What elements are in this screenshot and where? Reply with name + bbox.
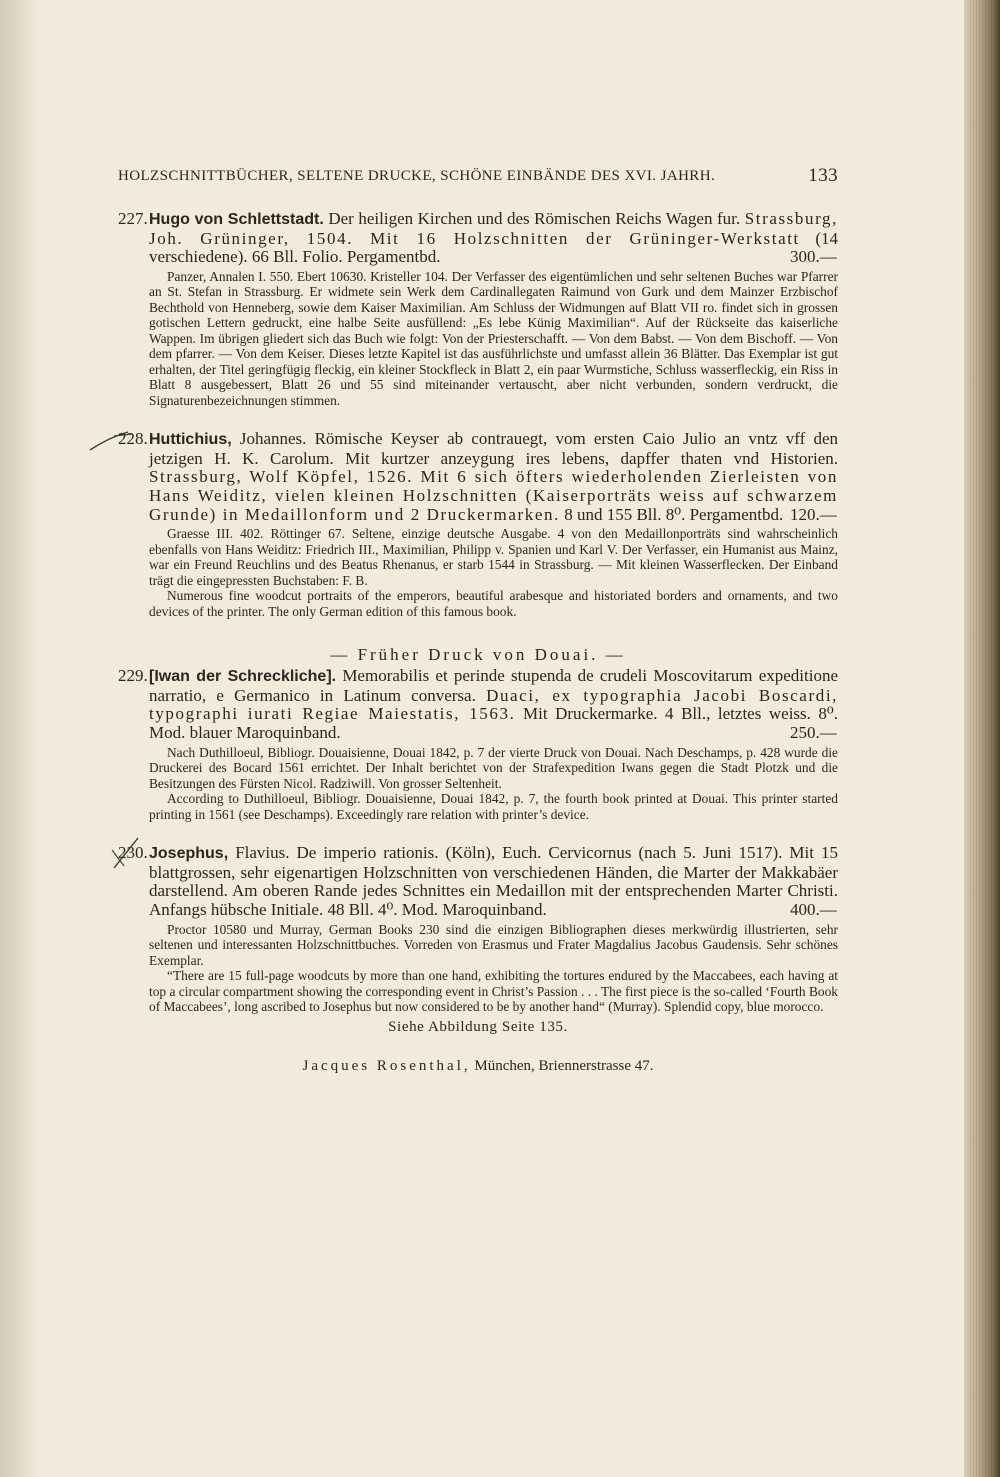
- entry-imprint: Am oberen Rande jedes Schnittes ein Medaillon mit der entsprechenden Marter Christi. Anfangs hübsche Initiale.: [149, 881, 838, 919]
- publisher-address: München, Briennerstrasse 47.: [474, 1057, 654, 1074]
- entry-title-text: Der heiligen Kirchen und des Römischen Reichs Wagen fur.: [328, 209, 741, 228]
- entry-author: Josephus,: [149, 845, 229, 863]
- entry-title: [118, 210, 838, 267]
- publisher-name: Jacques Rosenthal,: [302, 1057, 471, 1074]
- entry-price: 250.—: [790, 723, 837, 743]
- entry-price: 400.—: [790, 899, 837, 919]
- entry-number: 229.: [118, 666, 148, 686]
- entry-note-english: “There are 15 full-page woodcuts by more than one hand, exhibiting the tortures endured by the Maccabees, each having at top a circular compartment showing the corresponding event in Christ’s Passion . . . The first piece is the so-called ‘Fourth Book of Maccabees’, long ascribed to Josephus but now considered to be by another hand“ (Murray). Splendid copy, blue morocco.: [149, 968, 838, 1014]
- catalog-entry-229: [118, 667, 838, 822]
- entry-imprint: Strassburg, Wolf Köpfel, 1526. Mit 6 sich öfters wiederholenden Zierleisten von Hans Weiditz, vielen kleinen Holzschnitten (Kaiserporträts weiss auf schwarzem Grunde) in Medaillonform und 2 Druckermarken.: [149, 467, 838, 524]
- pencil-check-mark: [88, 424, 158, 454]
- entry-note-english: According to Duthilloeul, Bibliogr. Douaisienne, Douai 1842, p. 7, the fourth book printed at Douai. This printer started printing in 1561 (see Deschamps). Exceedingly rare relation with printer’s device.: [149, 791, 838, 822]
- page-edge-lines: [970, 0, 994, 1477]
- entry-number: 228.: [118, 429, 148, 449]
- entry-author: Hugo von Schlettstadt.: [149, 211, 324, 228]
- entry-note-german: Proctor 10580 und Murray, German Books 230 sind die einzigen Bibliographen dieses merkwürdig illustrierten, sehr seltenen und interessanten Holzschnittbuches. Vorreden von Erasmus und Frater Magdalius Jacobus Gaudensis. Sehr schönes Exemplar.: [149, 921, 838, 968]
- section-heading: — Früher Druck von Douai. —: [330, 645, 626, 665]
- running-head: [118, 165, 838, 192]
- page-content: [118, 165, 839, 1075]
- page-number: 133: [808, 165, 838, 186]
- publisher-footer: [118, 1058, 838, 1075]
- entry-number: 230.: [118, 843, 148, 863]
- entry-title: [118, 667, 838, 742]
- entry-imprint: Strassburg, Joh. Grüninger, 1504. Mit 16 Holzschnitten der Grüninger-Werkstatt: [149, 209, 839, 248]
- entry-note-german: Nach Duthilloeul, Bibliogr. Douaisienne, Douai 1842, p. 7 der vierte Druck von Douai. Nach Deschamps, p. 428 wurde die Druckerei des Bocard 1561 errichtet. Der Inhalt berichtet von der Strafexpedition Iwans gegen die Stadt Plotzk und die Besitzungen des Fürsten Nicol. Radziwill. Von grosser Seltenheit.: [149, 744, 838, 791]
- catalog-entry-227: [118, 210, 838, 408]
- entry-title-text: Memorabilis et perinde stupenda de crudeli Moscovitarum expeditione narratio, e Germanico in Latinum conversa.: [149, 666, 838, 705]
- entry-note-german: Graesse III. 402. Röttinger 67. Seltene, einzige deutsche Ausgabe. 4 von den Medaillonporträts sind wahrscheinlich ebenfalls von Hans Weiditz: Friedrich III., Maximilian, Philipp v. Spanien und Karl V. Der Verfasser, ein Humanist aus Mainz, war ein Freund Reuchlins und des Beatus Rhenanus, er starb 1544 in Strassburg. — Mit kleinen Wasserflecken. Der Einband trägt die eingepressten Buchstaben: F. B.: [149, 526, 838, 588]
- entry-title-text: Flavius. De imperio rationis. (Köln), Euch. Cervicornus (nach 5. Juni 1517). Mit 15 blattgrossen, sehr eigenartigen Holzschnitten von verschiedenen Händen, die Marter der Makkabäer darstellend.: [149, 843, 839, 901]
- entry-note-german: Panzer, Annalen I. 550. Ebert 10630. Kristeller 104. Der Verfasser des eigentümlichen und sehr seltenen Buches war Pfarrer an St. Stefan in Strassburg. Er widmete sein Werk dem Cardinallegaten Raimund von Gurk und dem Mainzer Erzbischof Bechthold von Henneberg, sowie dem Kaiser Maximilian. Am Schluss der Widmungen auf Blatt VII ro. findet sich in grossen gotischen Lettern gedruckt, eine halbe Seite ausfüllend: „Es lebe Künig Maximilian“. Auf der Rückseite das kaiserliche Wappen. Im übrigen gliedert sich das Buch wie folgt: Von der Priesterschafft. — Von dem Babst. — Von dem Bischoff. — Von dem pfarrer. — Von dem Keiser. Dieses letzte Kapitel ist das ausführlichste und umfasst allein 36 Blätter. Das Exemplar ist gut erhalten, der Titel geringfügig fleckig, ein kleiner Stockfleck in Blatt 2, ein paar Wurmstiche, Schluss wasserfleckig, ein Riss in Blatt 8 ausgebessert, Blatt 26 und 55 sind miteinander vertauscht, aber nicht verbunden, sondern verdruckt, die Signaturenbezeichnungen stimmen.: [149, 268, 838, 408]
- entry-author: Huttichius,: [149, 431, 232, 449]
- entry-title: [118, 430, 838, 524]
- entry-collation: 48 Bll. 4⁰. Mod. Maroquinband.: [327, 899, 547, 919]
- entry-title-text: Johannes. Römische Keyser ab contrauegt, vom ersten Caio Julio an vntz vff den jetzigen H. K. Carolum. Mit kurtzer anzeygung ires lebens, dapffer thaten vnd Historien.: [149, 429, 838, 468]
- entry-collation: Mit Druckermarke. 4 Bll., letztes weiss. 8⁰. Mod. blauer Maroquinband.: [149, 704, 838, 743]
- entry-imprint: Duaci, ex typographia Jacobi Boscardi, typographi iurati Regiae Maiestatis, 1563.: [149, 685, 838, 724]
- see-illustration-note: Siehe Abbildung Seite 135.: [388, 1018, 568, 1035]
- entry-number: 227.: [118, 209, 148, 228]
- gutter-shadow: [0, 0, 40, 1477]
- entry-collation: 8 und 155 Bll. 8⁰. Pergamentbd.: [564, 504, 784, 524]
- catalog-entry-228: [118, 430, 838, 619]
- entry-price: 120.—: [790, 504, 837, 524]
- entry-price: 300.—: [790, 247, 837, 267]
- entry-collation: (14 verschiedene). 66 Bll. Folio. Pergamentbd.: [149, 228, 838, 267]
- catalog-entry-230: [118, 844, 838, 1035]
- running-head-title: HOLZSCHNITTBÜCHER, SELTENE DRUCKE, SCHÖNE EINBÄNDE DES XVI. JAHRH.: [118, 168, 716, 184]
- entry-note-english: Numerous fine woodcut portraits of the emperors, beautiful arabesque and historiated borders and ornaments, and two devices of the printer. The only German edition of this famous book.: [149, 588, 838, 619]
- entry-title: [118, 844, 838, 919]
- entry-author: [Iwan der Schreckliche].: [149, 668, 337, 686]
- pencil-check-mark: [108, 836, 148, 872]
